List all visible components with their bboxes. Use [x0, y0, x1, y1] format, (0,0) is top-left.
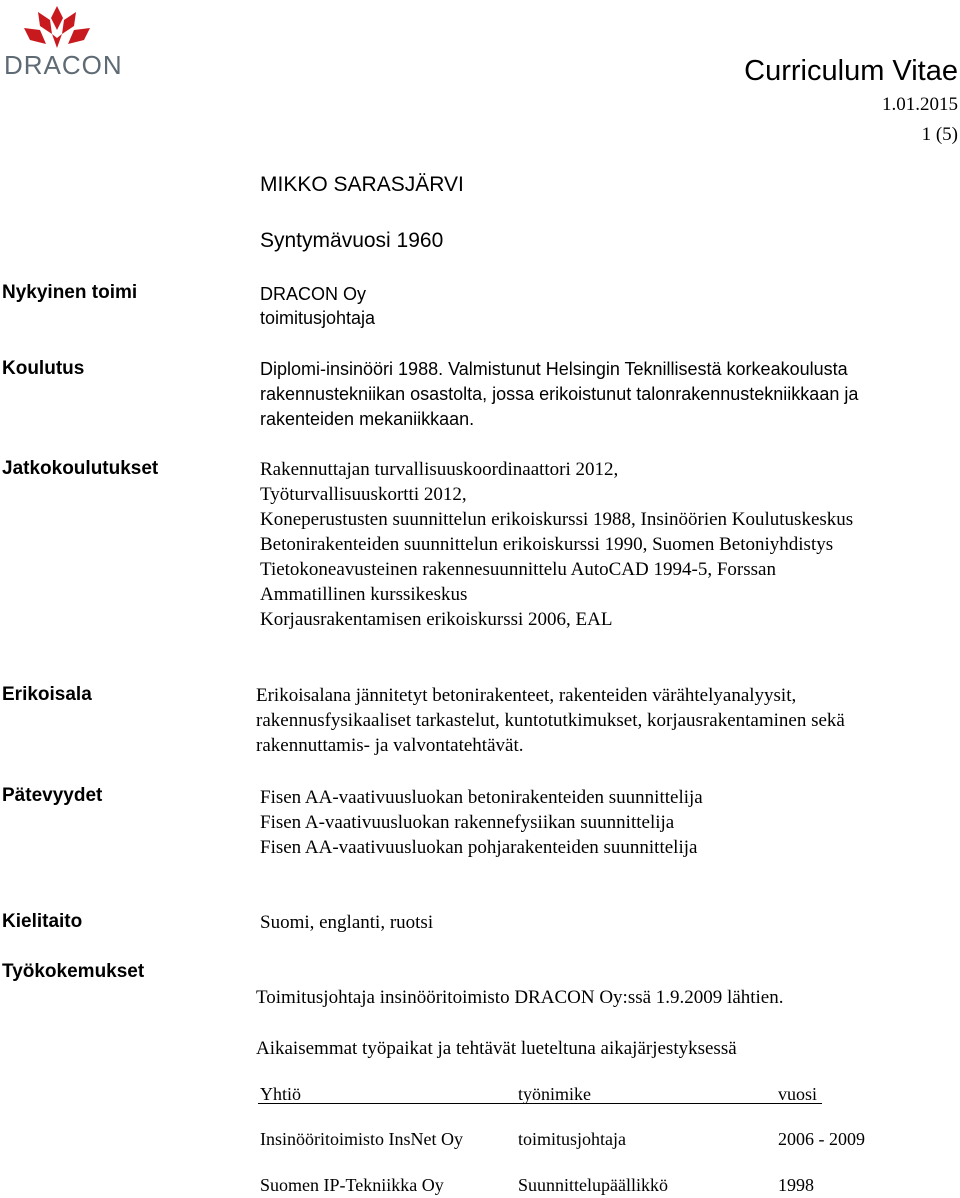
birth-year: Syntymävuosi 1960 — [260, 229, 444, 252]
table-row-company: Suomen IP-Tekniikka Oy — [260, 1175, 444, 1195]
languages-value: Suomi, englanti, ruotsi — [260, 912, 434, 933]
current-job-text — [260, 282, 375, 330]
further-education-line: Korjausrakentamisen erikoiskurssi 2006, EAL — [260, 609, 613, 630]
work-label: Työkokemukset — [2, 961, 145, 982]
table-row-year: 2006 - 2009 — [778, 1129, 865, 1149]
specialty-line: rakennusfysikaaliset tarkastelut, kuntotutkimukset, korjausrakentaminen sekä — [256, 710, 845, 731]
qualification-item: Fisen AA-vaativuusluokan betonirakenteiden suunnittelija — [260, 787, 703, 808]
company-logo — [4, 4, 123, 80]
further-education-line: Työturvallisuuskortti 2012, — [260, 484, 467, 505]
further-education-line: Betonirakenteiden suunnittelun erikoiskurssi 1990, Suomen Betoniyhdistys — [260, 534, 834, 555]
further-education-line: Tietokoneavusteinen rakennesuunnittelu AutoCAD 1994-5, Forssan — [260, 559, 776, 580]
current-job-company: DRACON Oy — [260, 284, 367, 304]
education-line: rakenteiden mekaniikkaan. — [260, 409, 475, 429]
dracon-flame-icon — [22, 4, 92, 52]
further-education-text — [260, 457, 853, 632]
document-date: 1.01.2015 — [882, 94, 958, 115]
qualifications-text — [260, 785, 703, 860]
table-header-year: vuosi — [778, 1084, 818, 1104]
work-current: Toimitusjohtaja insinööritoimisto DRACON Oy:ssä 1.9.2009 lähtien. — [256, 987, 784, 1008]
document-title: Curriculum Vitae — [744, 55, 958, 87]
current-job-label: Nykyinen toimi — [2, 282, 138, 303]
logo-wordmark: DRACON — [4, 50, 123, 80]
education-line: rakennustekniikan osastolta, jossa erikoistunut talonrakennustekniikkaan ja — [260, 384, 859, 404]
document-header — [744, 52, 958, 150]
languages-label: Kielitaito — [2, 911, 83, 932]
page-number: 1 (5) — [921, 124, 958, 145]
table-header-title: työnimike — [518, 1084, 591, 1104]
qualifications-label: Pätevyydet — [2, 785, 103, 806]
further-education-line: Rakennuttajan turvallisuuskoordinaattori 2012, — [260, 459, 619, 480]
specialty-text — [256, 683, 845, 758]
person-name: MIKKO SARASJÄRVI — [260, 173, 464, 196]
table-row-title: Suunnittelupäällikkö — [518, 1175, 668, 1195]
education-label: Koulutus — [2, 358, 85, 379]
current-job-title: toimitusjohtaja — [260, 308, 376, 328]
further-education-line: Koneperustusten suunnittelun erikoiskurssi 1988, Insinöörien Koulutuskeskus — [260, 509, 854, 530]
qualification-item: Fisen A-vaativuusluokan rakennefysiikan suunnittelija — [260, 812, 675, 833]
work-previous-intro: Aikaisemmat työpaikat ja tehtävät lueteltuna aikajärjestyksessä — [256, 1038, 737, 1059]
specialty-line: Erikoisalana jännitetyt betonirakenteet, rakenteiden värähtelyanalyysit, — [256, 685, 797, 706]
further-education-line: Ammatillinen kurssikeskus — [260, 584, 468, 605]
education-text — [260, 357, 858, 432]
education-line: Diplomi-insinööri 1988. Valmistunut Helsingin Teknillisestä korkeakoulusta — [260, 359, 848, 379]
further-education-label: Jatkokoulutukset — [2, 458, 159, 479]
table-header-company: Yhtiö — [260, 1084, 302, 1104]
table-row-year: 1998 — [778, 1175, 814, 1195]
table-row-title: toimitusjohtaja — [518, 1129, 626, 1149]
qualification-item: Fisen AA-vaativuusluokan pohjarakenteiden suunnittelija — [260, 837, 698, 858]
specialty-label: Erikoisala — [2, 684, 92, 705]
table-row-company: Insinööritoimisto InsNet Oy — [260, 1129, 463, 1149]
specialty-line: rakennuttamis- ja valvontatehtävät. — [256, 735, 524, 756]
